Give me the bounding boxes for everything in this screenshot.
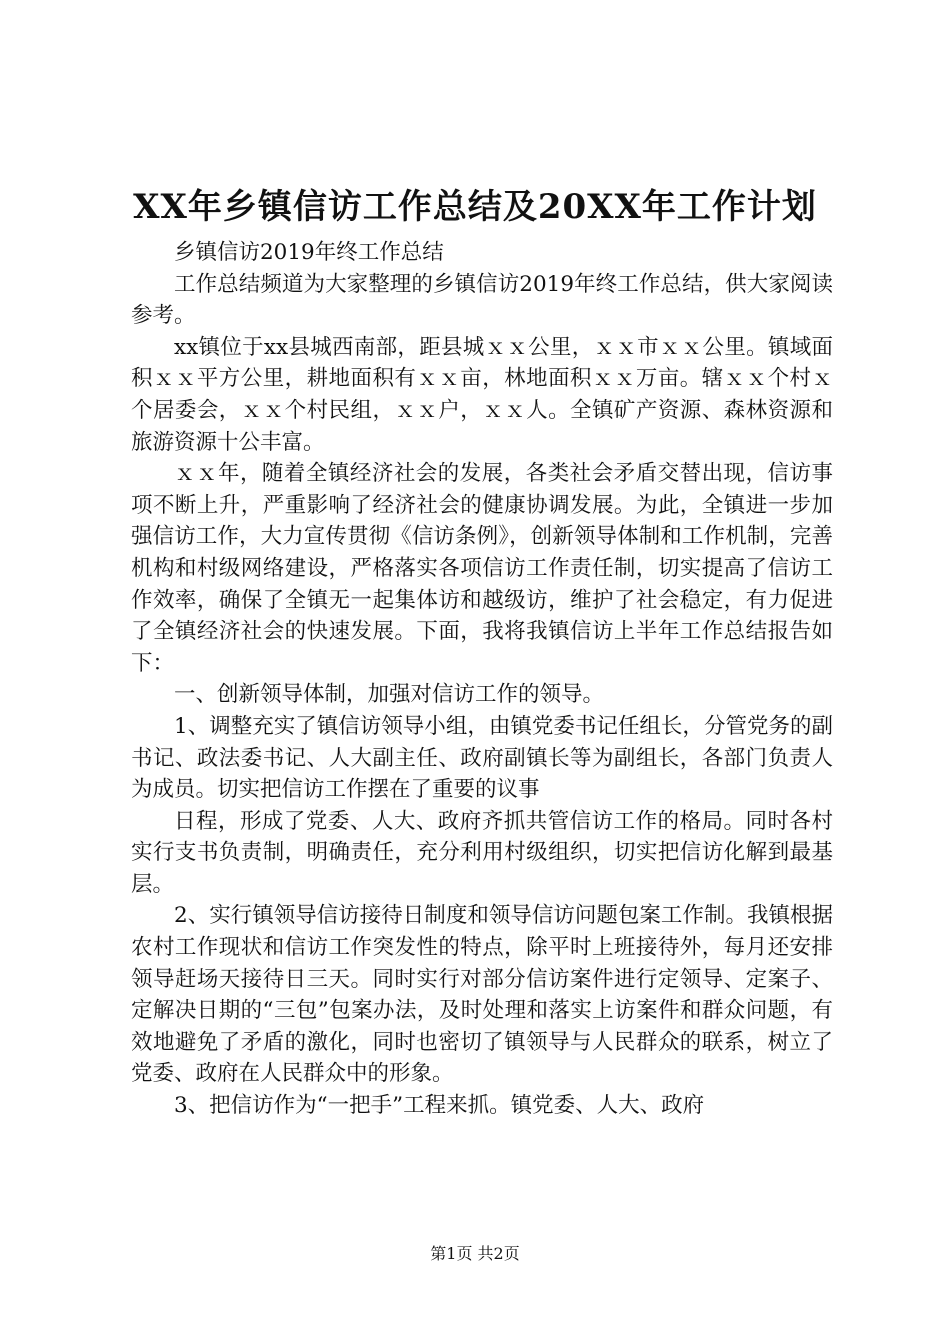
page-number-footer: 第1页 共2页 bbox=[430, 1244, 520, 1263]
paragraph-item-3: 3、把信访作为“一把手”工程来抓。镇党委、人大、政府 bbox=[174, 1093, 705, 1119]
paragraph-item-1: 1、调整充实了镇信访领导小组，由镇党委书记任组长，分管党务的副书记、政法委书记、人大副主任、政府副镇长等为副组长，各部门负责人为成员。切实把信访工作摆在了重要的议事 bbox=[131, 713, 833, 803]
paragraph-town-overview: xx镇位于xx县城西南部，距县城ｘｘ公里，ｘｘ市ｘｘ公里。镇域面积ｘｘ平方公里，耕地面积有ｘｘ亩，林地面积ｘｘ万亩。辖ｘｘ个村ｘ个居委会，ｘｘ个村民组，ｘｘ户，ｘｘ人。全镇矿产资源、森林资源和旅游资源十公丰富。 bbox=[131, 334, 833, 455]
page-title: XX年乡镇信访工作总结及20XX年工作计划 bbox=[133, 187, 817, 227]
paragraph-subtitle: 乡镇信访2019年终工作总结 bbox=[174, 240, 444, 265]
paragraph-background: ｘｘ年，随着全镇经济社会的发展，各类社会矛盾交替出现，信访事项不断上升，严重影响了经济社会的健康协调发展。为此，全镇进一步加强信访工作，大力宣传贯彻《信访条例》，创新领导体制和工作机制，完善机构和村级网络建设，严格落实各项信访工作责任制，切实提高了信访工作效率，确保了全镇无一起集体访和越级访，维护了社会稳定，有力促进了全镇经济社会的快速发展。下面，我将我镇信访上半年工作总结报告如下： bbox=[131, 461, 833, 676]
paragraph-item-2: 2、实行镇领导信访接待日制度和领导信访问题包案工作制。我镇根据农村工作现状和信访工作突发性的特点，除平时上班接待外，每月还安排领导赶场天接待日三天。同时实行对部分信访案件进行定领导、定案子、定解决日期的“三包”包案办法，及时处理和落实上访案件和群众问题，有效地避免了矛盾的激化，同时也密切了镇领导与人民群众的联系，树立了党委、政府在人民群众中的形象。 bbox=[131, 903, 833, 1087]
paragraph-item-1-continued: 日程，形成了党委、人大、政府齐抓共管信访工作的格局。同时各村实行支书负责制，明确责任，充分利用村级组织，切实把信访化解到最基层。 bbox=[131, 808, 833, 897]
paragraph-section-heading-1: 一、创新领导体制，加强对信访工作的领导。 bbox=[174, 682, 605, 708]
paragraph-intro: 工作总结频道为大家整理的乡镇信访2019年终工作总结，供大家阅读参考。 bbox=[131, 271, 833, 329]
document-body bbox=[131, 237, 833, 1122]
